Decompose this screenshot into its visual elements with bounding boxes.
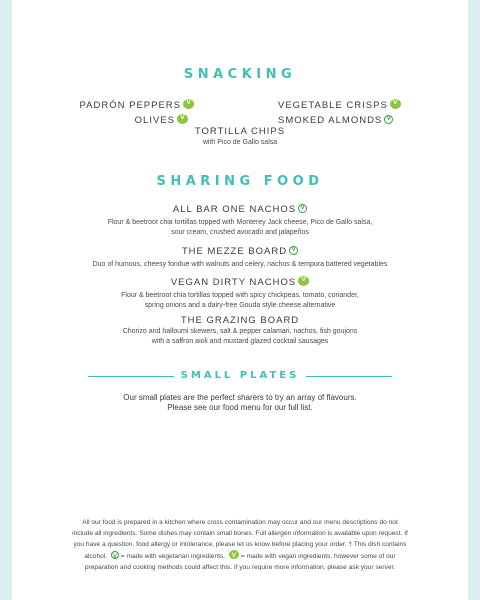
footer-line: you have a question, food allergy or intolerance, please let us know before placing your order. † This dish contains <box>73 541 407 548</box>
allergen-footer <box>54 517 426 573</box>
item-name: ALL BAR ONE NACHOS <box>172 204 297 215</box>
menu-item-vegan-dirty-nachos <box>12 272 468 311</box>
item-name: THE GRAZING BOARD <box>180 315 300 326</box>
vegan-icon <box>177 114 188 124</box>
item-name: VEGAN DIRTY NACHOS <box>170 277 297 288</box>
item-name: PADRÓN PEPPERS <box>79 100 181 111</box>
item-name: VEGETABLE CRISPS <box>278 100 388 111</box>
footer-line: All our food is prepared in a kitchen where cross contamination may occur and our menu descriptions do not <box>82 519 398 526</box>
footer-text: = made with vegetarian ingredients. <box>120 553 226 560</box>
small-plates-text <box>12 393 468 413</box>
small-plates-line: Our small plates are the perfect sharers to try an array of flavours. <box>123 393 357 402</box>
item-description: sour cream, crushed avocado and jalapeños <box>171 229 309 236</box>
small-plates-line: Please see our food menu for our full list. <box>167 403 313 412</box>
item-description: Flour & beetroot chia tortillas topped with spicy chickpeas, tomato, coriander, <box>121 292 359 299</box>
item-description: Duo of humous, cheesy fondue with walnuts and celery, nachos & tempura battered vegetables <box>92 261 388 268</box>
footer-line <box>54 550 426 562</box>
item-description: spring onions and a dairy-free Gouda style cheese alternative <box>144 302 336 309</box>
menu-item-mezze-board <box>12 241 468 270</box>
vegetarian-icon <box>289 246 298 255</box>
item-name: OLIVES <box>134 115 175 126</box>
footer-line: preparation and cooking methods could affect this. If you require more information, please ask your server. <box>84 564 396 571</box>
menu-item-grazing-board <box>12 315 468 347</box>
item-description: Flour & beetroot chia tortillas topped with Monterey Jack cheese, Pico de Gallo salsa, <box>107 219 373 226</box>
item-name: THE MEZZE BOARD <box>181 246 288 257</box>
section-title-small-plates: SMALL PLATES <box>180 370 300 381</box>
vegetarian-icon <box>298 204 307 213</box>
menu-page <box>12 0 468 600</box>
footer-line: include all ingredients. Some dishes may contain small bones. Full allergen information is available upon request. If <box>72 530 408 537</box>
section-title-snacking: SNACKING <box>183 67 297 82</box>
item-name: SMOKED ALMONDS <box>278 115 383 126</box>
item-description: Chorizo and halloumi skewers, salt & pepper calamari, nachos, fish goujons <box>122 328 358 335</box>
item-description: with a saffron aioli and mustard glazed cocktail sausages <box>151 338 329 345</box>
vegan-icon <box>298 276 309 286</box>
section-title-sharing-food: SHARING FOOD <box>156 174 324 189</box>
footer-text: alcohol. <box>84 553 108 560</box>
vegetarian-icon <box>111 551 119 559</box>
vegan-icon <box>229 550 239 559</box>
item-description: with Pico de Gallo salsa <box>202 139 278 146</box>
item-name: TORTILLA CHIPS <box>194 126 286 137</box>
footer-text: = made with vegan ingredients, however some of our <box>240 553 396 560</box>
menu-item-tortilla-chips <box>12 126 468 148</box>
vegan-icon <box>183 99 194 109</box>
vegan-icon <box>390 99 401 109</box>
menu-item-all-bar-one-nachos <box>12 199 468 238</box>
vegetarian-icon <box>384 115 393 124</box>
